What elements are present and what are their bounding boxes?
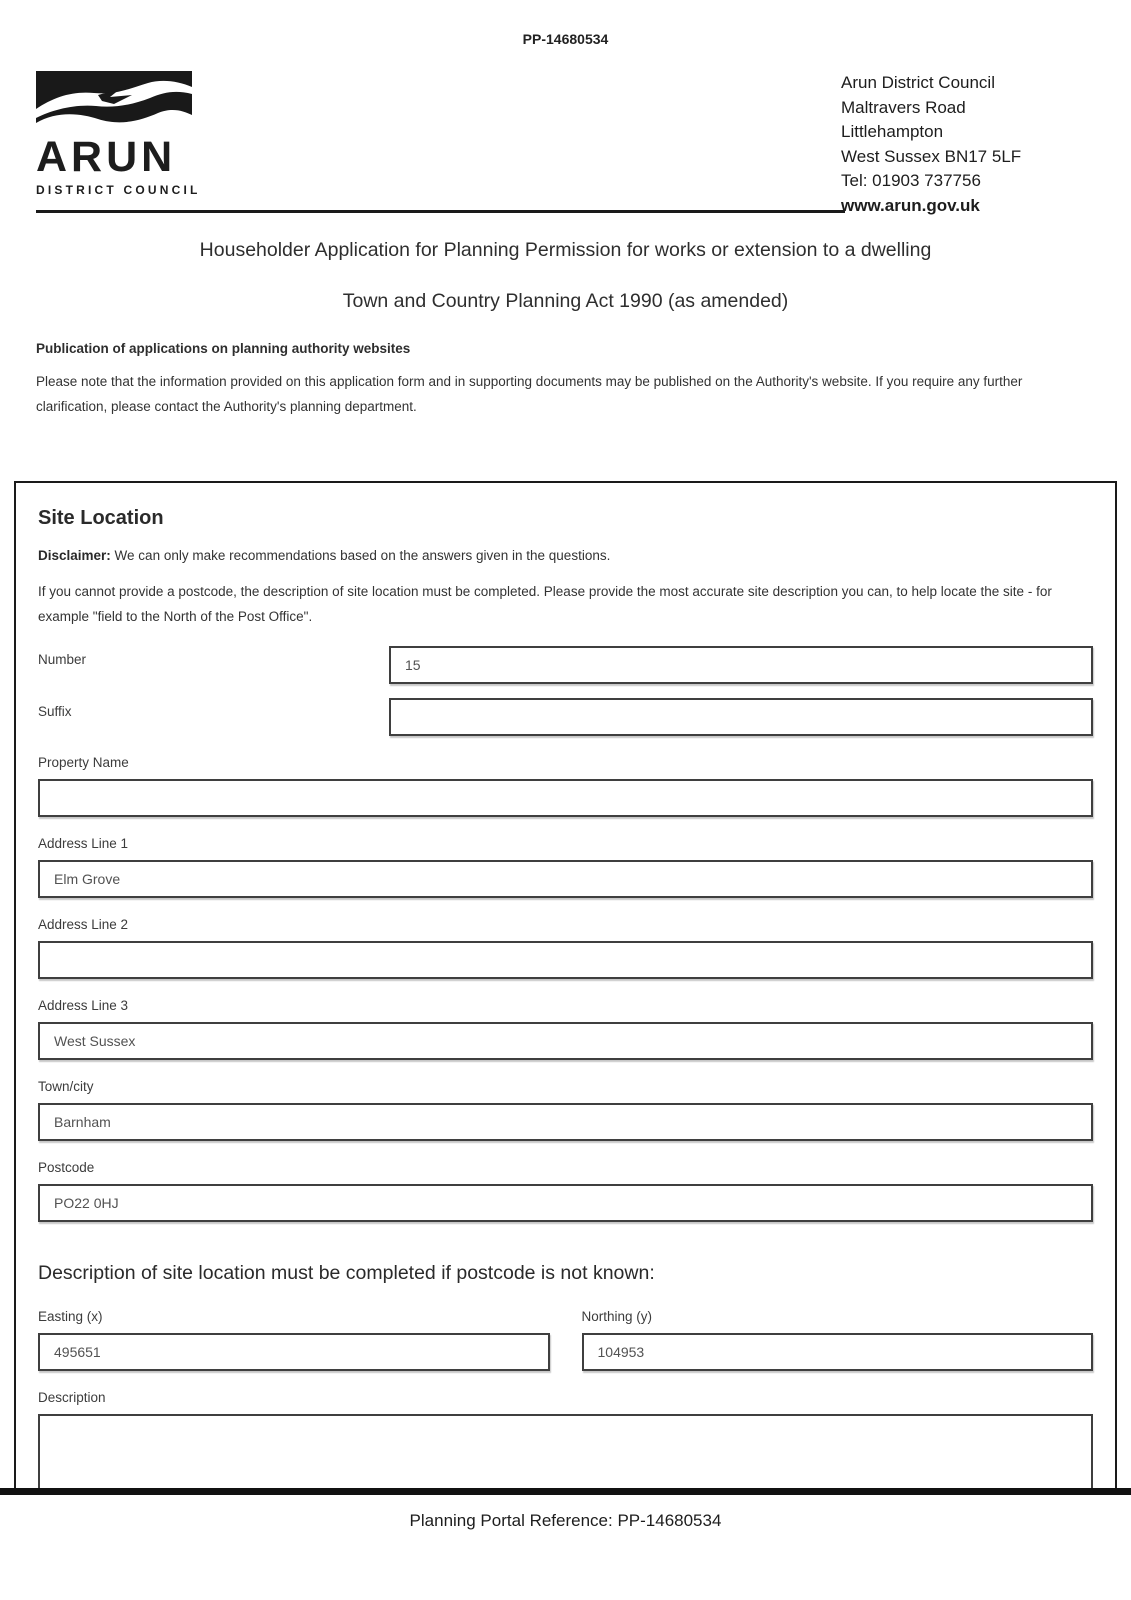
description-label: Description — [38, 1390, 106, 1405]
property-name-field[interactable] — [38, 779, 1093, 817]
letterhead-divider — [36, 210, 845, 213]
disclaimer-body: We can only make recommendations based on the answers given in the questions. — [110, 548, 611, 563]
page-break-line — [0, 1488, 1131, 1495]
number-field[interactable] — [389, 646, 1093, 684]
disclaimer-label: Disclaimer: — [38, 548, 111, 563]
town-city-field-group — [38, 1079, 1093, 1141]
planning-portal-reference: Planning Portal Reference: PP-14680534 — [409, 1511, 722, 1530]
council-street: Maltravers Road — [841, 97, 966, 117]
logo-wordmark: ARUN — [36, 133, 177, 181]
number-field-row — [38, 646, 1093, 684]
publication-text: Please note that the information provided on this application form and in supporting documents may be published on the Authority's website. If you require any further clarification, please contact the Authority's planning department. — [36, 374, 1023, 414]
address-line-3-field-group — [38, 998, 1093, 1060]
northing-field-group — [582, 1309, 1094, 1371]
address-line-2-label: Address Line 2 — [38, 917, 129, 932]
publication-heading: Publication of applications on planning authority websites — [36, 341, 411, 356]
postcode-field[interactable] — [38, 1184, 1093, 1222]
council-county-postcode: West Sussex BN17 5LF — [841, 146, 1022, 166]
letterhead — [36, 71, 1053, 218]
document-title: Householder Application for Planning Permission for works or extension to a dwelling — [199, 239, 932, 261]
suffix-field[interactable] — [389, 698, 1093, 736]
address-line-3-field[interactable] — [38, 1022, 1093, 1060]
document-subtitle: Town and Country Planning Act 1990 (as amended) — [342, 290, 789, 312]
northing-field[interactable] — [582, 1333, 1094, 1371]
address-line-2-field[interactable] — [38, 941, 1093, 979]
northing-label: Northing (y) — [581, 1309, 653, 1324]
easting-field-group — [38, 1309, 550, 1371]
council-town: Littlehampton — [841, 122, 944, 141]
address-line-1-field-group — [38, 836, 1093, 898]
address-line-2-field-group — [38, 917, 1093, 979]
town-city-field[interactable] — [38, 1103, 1093, 1141]
council-website: www.arun.gov.uk — [841, 195, 980, 215]
description-requirement-heading: Description of site location must be completed if postcode is not known: — [38, 1262, 655, 1284]
address-line-1-field[interactable] — [38, 860, 1093, 898]
property-name-field-group — [38, 755, 1093, 817]
logo-subtitle: DISTRICT COUNCIL — [36, 183, 201, 198]
easting-field[interactable] — [38, 1333, 550, 1371]
application-reference: PP-14680534 — [522, 31, 609, 47]
site-location-heading: Site Location — [38, 507, 164, 529]
suffix-field-row — [38, 698, 1093, 736]
site-location-section — [14, 481, 1117, 1488]
postcode-label: Postcode — [38, 1160, 95, 1175]
postcode-instructions: If you cannot provide a postcode, the description of site location must be completed. Please provide the most accurate site description you can, to help locate the site - for example "field to the North of the Post Office". — [38, 584, 1052, 624]
disclaimer-text — [38, 548, 1093, 563]
address-line-3-label: Address Line 3 — [38, 998, 129, 1013]
description-field-group — [38, 1390, 1093, 1488]
coordinates-row — [38, 1309, 1093, 1371]
easting-label: Easting (x) — [38, 1309, 103, 1324]
description-field[interactable] — [38, 1414, 1093, 1488]
arun-council-logo — [36, 71, 201, 198]
council-address-block — [841, 71, 1053, 218]
address-line-1-label: Address Line 1 — [38, 836, 129, 851]
postcode-field-group — [38, 1160, 1093, 1222]
number-label: Number — [38, 652, 87, 667]
council-telephone: Tel: 01903 737756 — [841, 171, 981, 190]
seagulls-waves-logo-icon — [36, 71, 192, 133]
town-city-label: Town/city — [38, 1079, 94, 1094]
property-name-label: Property Name — [38, 755, 129, 770]
council-name: Arun District Council — [841, 73, 995, 92]
suffix-label: Suffix — [38, 704, 72, 719]
